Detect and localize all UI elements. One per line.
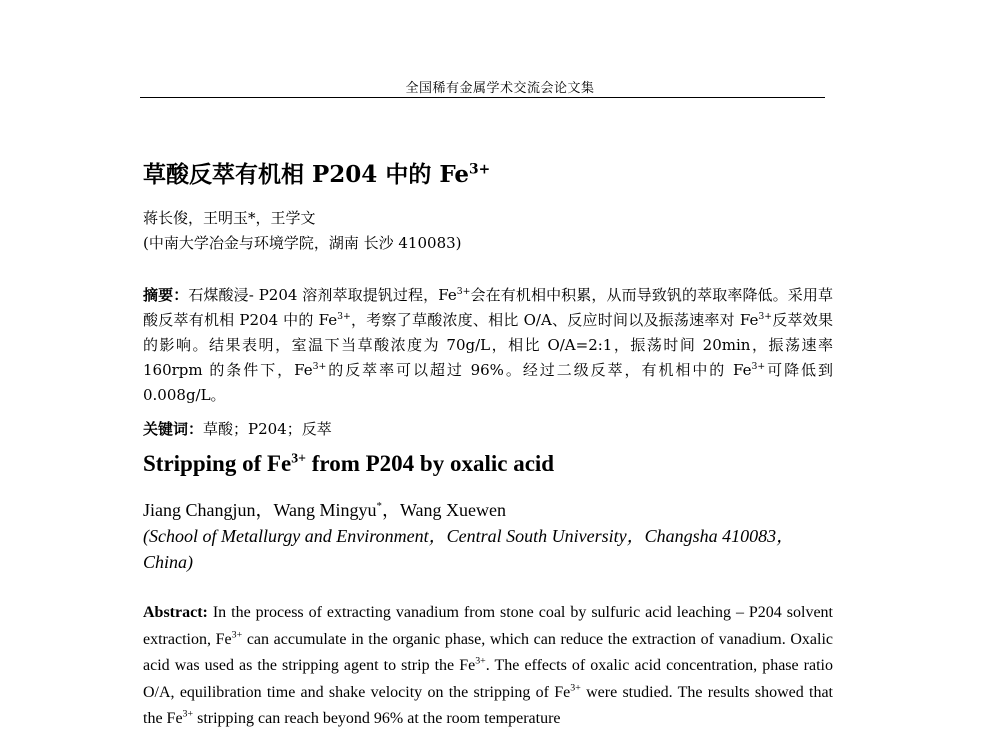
chinese-authors: 蒋长俊，王明玉*，王学文	[143, 209, 316, 227]
running-header: 全国稀有金属学术交流会论文集	[405, 81, 595, 96]
chinese-abstract-part-6: 可降低到 0.008g/L。	[143, 361, 833, 404]
superscript-3plus: 3+	[231, 629, 243, 641]
english-abstract-part-2: can accumulate in the organic phase, which can reduce the extraction of vanadium. Oxalic acid was used as the stripping agent to strip the Fe	[143, 630, 833, 674]
chinese-abstract-part-4: 反萃效果的影响。结果表明，室温下当草酸浓度为 70g/L，相比 O/A=2:1，振荡时间 20min，振荡速率 160rpm 的条件下，Fe	[143, 311, 833, 379]
english-authors	[143, 496, 506, 522]
chinese-abstract-part-1: 石煤酸浸- P204 溶剂萃取提钒过程，Fe	[188, 286, 457, 304]
superscript-3plus: 3+	[751, 361, 766, 372]
english-title	[143, 451, 554, 477]
superscript-3plus: 3+	[312, 361, 327, 372]
english-abstract-part-5: stripping can reach beyond 96% at the room temperature	[193, 710, 561, 727]
english-authors-part-2: ，Wang Xuewen	[381, 500, 506, 520]
corresponding-author-mark: *	[376, 500, 382, 512]
chinese-title	[143, 156, 490, 189]
english-authors-part-1: Jiang Changjun，Wang Mingyu	[143, 500, 377, 520]
chinese-keywords-text: 草酸；P204；反萃	[203, 420, 332, 438]
chinese-title-superscript: 3+	[469, 161, 491, 178]
superscript-3plus: 3+	[758, 311, 773, 322]
chinese-affiliation: (中南大学冶金与环境学院，湖南 长沙 410083)	[143, 234, 462, 252]
chinese-abstract-label: 摘要：	[143, 286, 189, 304]
english-title-part-2: from P204 by oxalic acid	[306, 451, 555, 476]
english-affiliation: (School of Metallurgy and Environment，Central South University，Changsha 410083，China)	[143, 526, 795, 572]
superscript-3plus: 3+	[475, 655, 486, 667]
superscript-3plus: 3+	[337, 311, 351, 322]
chinese-abstract-part-2: 会在有机相中积累，从而导致钒的萃取率降低。采用草酸反萃有机相 P204 中的 Fe	[143, 286, 833, 329]
chinese-title-text: 草酸反萃有机相 P204 中的 Fe	[143, 161, 470, 188]
superscript-3plus: 3+	[570, 682, 581, 694]
english-abstract-part-3: . The effects of oxalic acid concentration, phase ratio O/A, equilibration time and shake velocity on the stripping of Fe	[143, 657, 833, 701]
superscript-3plus: 3+	[182, 708, 194, 720]
chinese-abstract	[143, 283, 833, 408]
english-abstract-label: Abstract:	[143, 604, 208, 621]
english-title-superscript: 3+	[291, 450, 306, 466]
chinese-keywords	[143, 418, 332, 439]
english-abstract-part-1: In the process of extracting vanadium from stone coal by sulfuric acid leaching – P204 solvent extraction, Fe	[143, 604, 833, 648]
english-abstract	[143, 600, 833, 733]
chinese-abstract-part-5: 的反萃率可以超过 96%。经过二级反萃，有机相中的 Fe	[326, 361, 752, 379]
english-title-part-1: Stripping of Fe	[143, 451, 292, 476]
english-abstract-part-4: were studied. The results showed that the Fe	[143, 683, 833, 727]
header-rule	[140, 97, 825, 98]
chinese-keywords-label: 关键词：	[143, 420, 204, 438]
chinese-abstract-part-3: ，考察了草酸浓度、相比 O/A、反应时间以及振荡速率对 Fe	[350, 311, 759, 329]
superscript-3plus: 3+	[456, 286, 471, 297]
